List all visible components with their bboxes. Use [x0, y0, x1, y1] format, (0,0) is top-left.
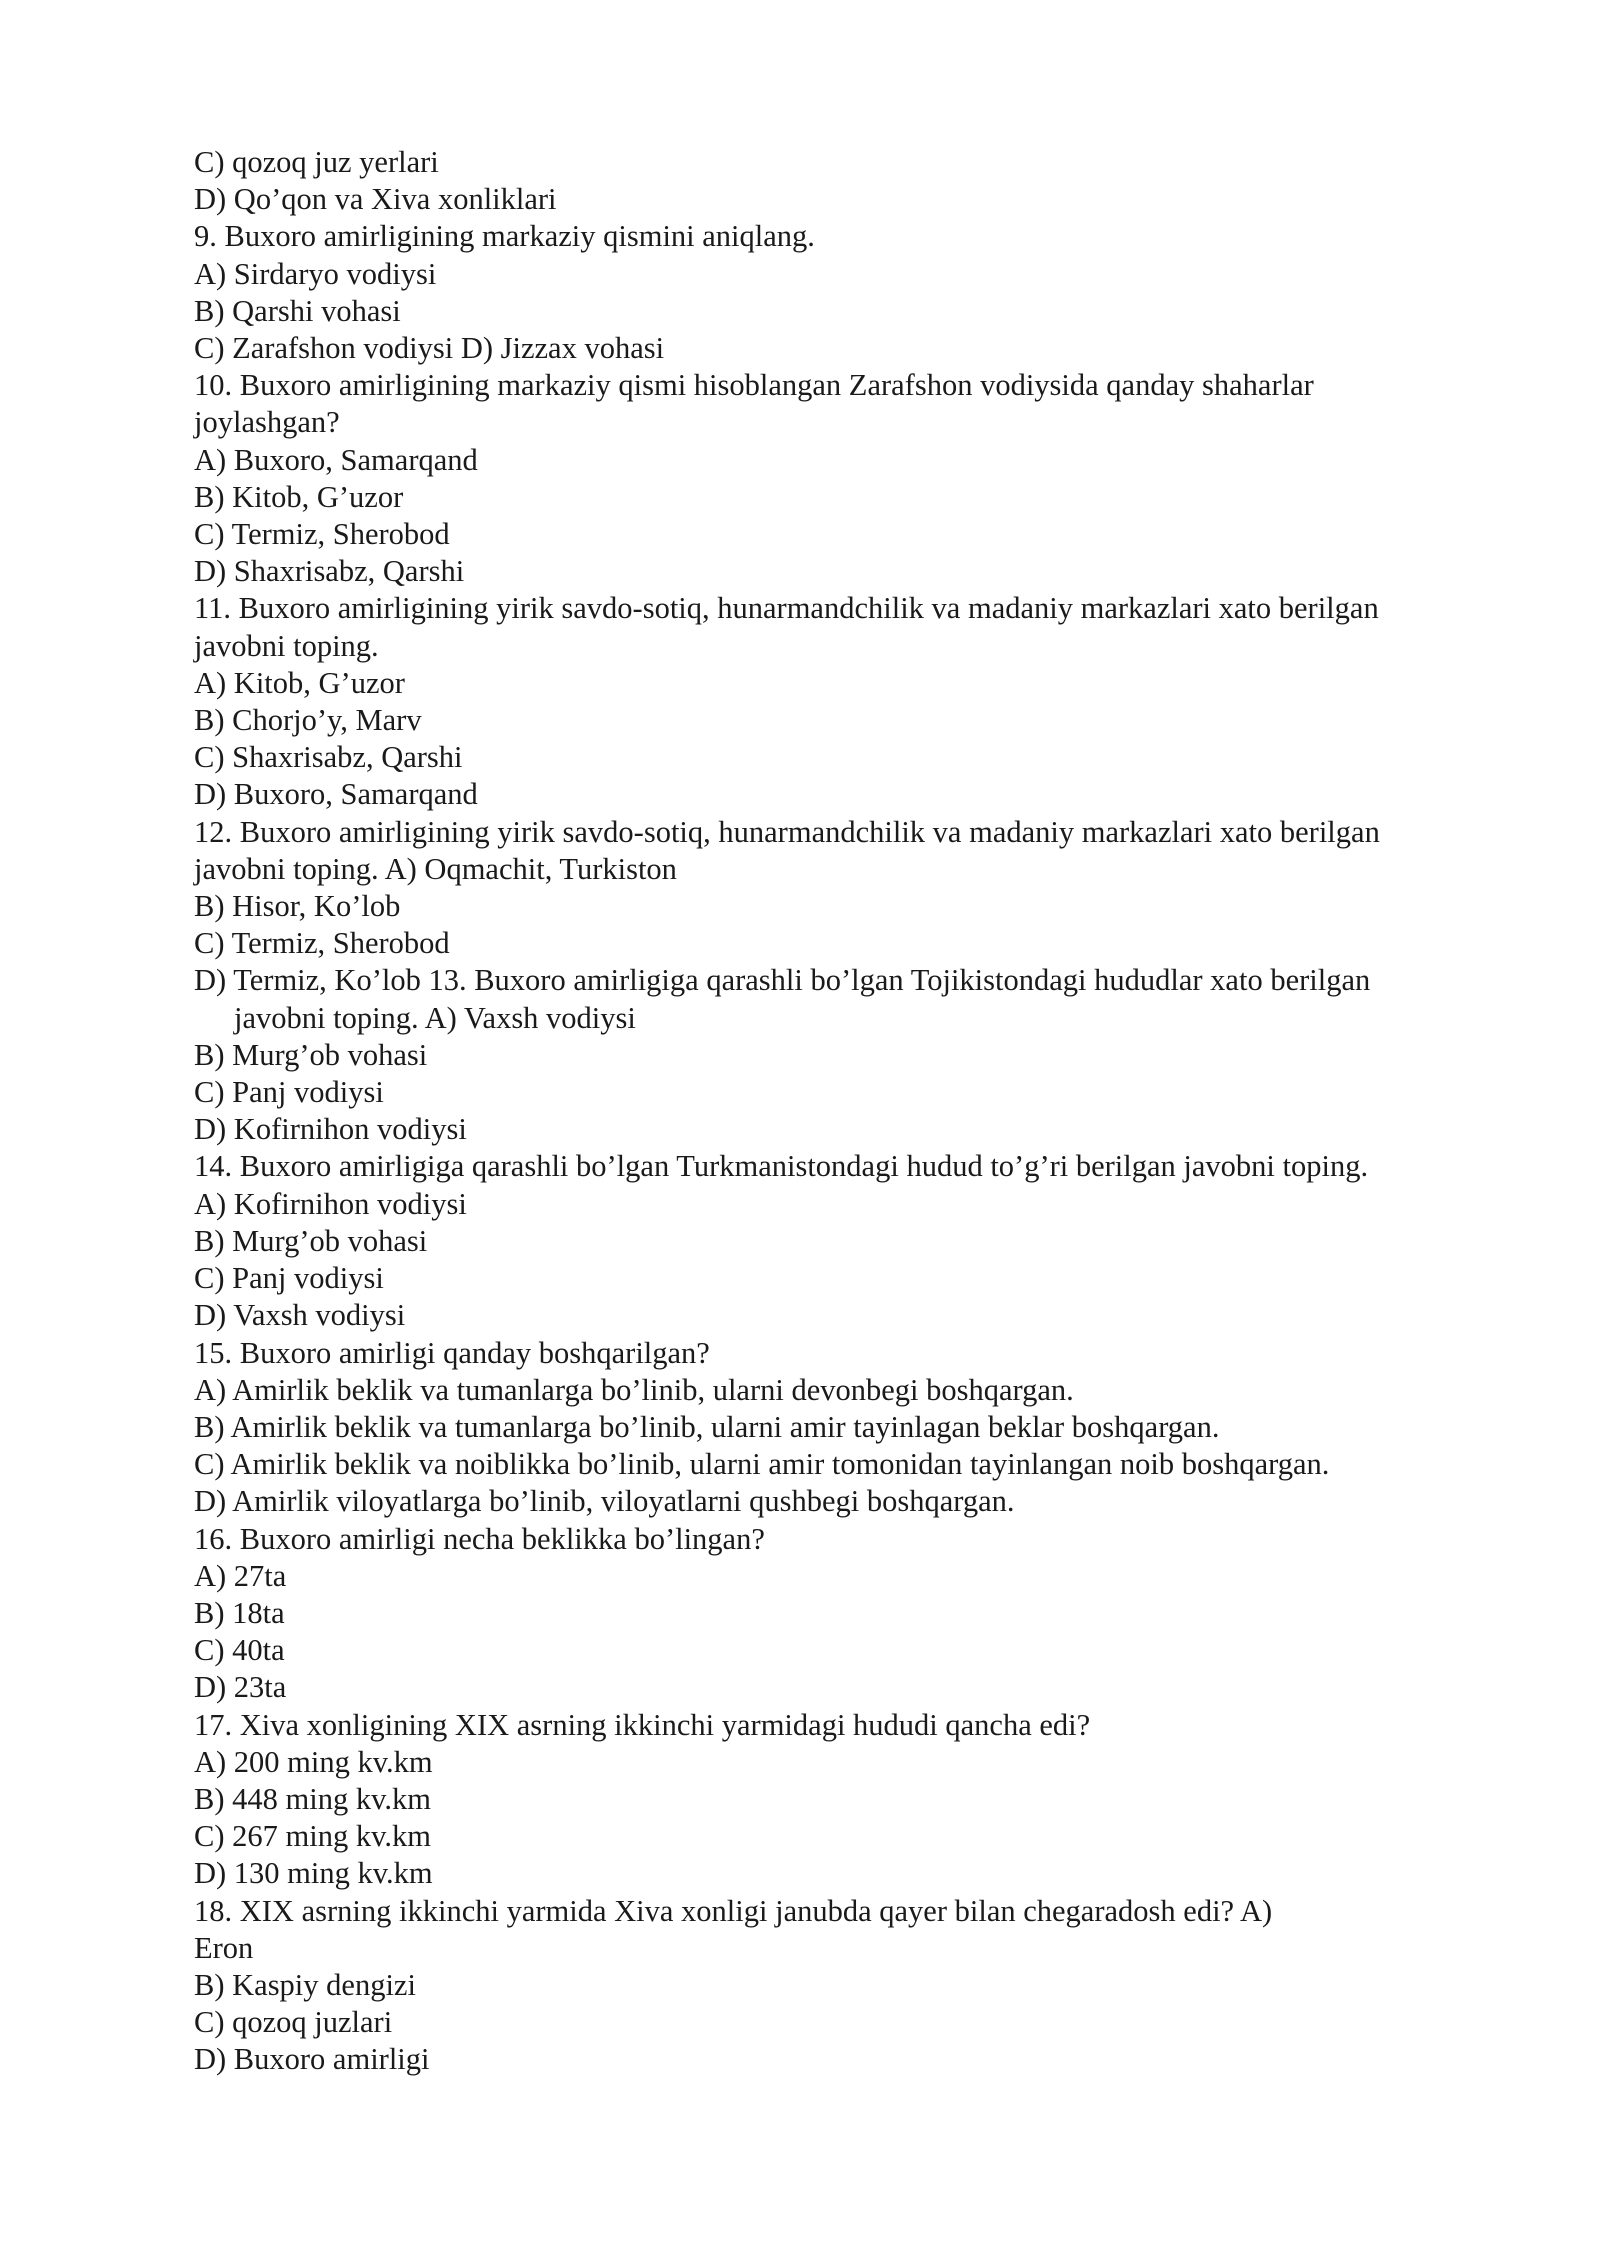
- text-line: A) Sirdaryo vodiysi: [194, 256, 437, 291]
- text-line: D) Buxoro amirligi: [194, 2042, 430, 2077]
- text-line: B) Kaspiy dengizi: [194, 1967, 416, 2002]
- text-line: D) Termiz, Ko’lob 13. Buxoro amirligiga qarashli bo’lgan Tojikistondagi hududlar xato berilgan: [194, 963, 1371, 998]
- text-line: B) Chorjo’y, Marv: [194, 703, 422, 738]
- text-line: A) Amirlik beklik va tumanlarga bo’linib, ularni devonbegi boshqargan.: [194, 1372, 1074, 1407]
- text-line: C) 267 ming kv.km: [194, 1819, 431, 1854]
- text-line: 18. XIX asrning ikkinchi yarmida Xiva xonligi janubda qayer bilan chegaradosh edi? A): [194, 1893, 1273, 1928]
- text-line: 16. Buxoro amirligi necha beklikka bo’lingan?: [194, 1521, 765, 1556]
- text-line: B) Murg’ob vohasi: [194, 1223, 428, 1258]
- text-line: A) Kitob, G’uzor: [194, 665, 405, 700]
- text-line: D) 23ta: [194, 1670, 287, 1705]
- text-line: B) Amirlik beklik va tumanlarga bo’linib, ularni amir tayinlagan beklar boshqargan.: [194, 1409, 1220, 1444]
- text-line: D) Amirlik viloyatlarga bo’linib, viloyatlarni qushbegi boshqargan.: [194, 1484, 1015, 1519]
- text-line: C) Amirlik beklik va noiblikka bo’linib, ularni amir tomonidan tayinlangan noib boshqargan.: [194, 1447, 1330, 1482]
- text-line: D) Qo’qon va Xiva xonliklari: [194, 182, 557, 217]
- text-line: 12. Buxoro amirligining yirik savdo-sotiq, hunarmandchilik va madaniy markazlari xato berilgan: [194, 814, 1380, 849]
- text-line: D) Kofirnihon vodiysi: [194, 1112, 467, 1147]
- text-line: javobni toping. A) Oqmachit, Turkiston: [194, 851, 677, 886]
- text-line: A) 200 ming kv.km: [194, 1744, 433, 1779]
- text-line: D) Buxoro, Samarqand: [194, 777, 478, 812]
- text-line: B) Hisor, Ko’lob: [194, 889, 401, 924]
- text-line: joylashgan?: [194, 405, 340, 440]
- text-line: B) Kitob, G’uzor: [194, 479, 404, 514]
- text-line: D) 130 ming kv.km: [194, 1856, 433, 1891]
- text-line: D) Shaxrisabz, Qarshi: [194, 554, 465, 589]
- text-line: B) 18ta: [194, 1595, 285, 1630]
- text-line: C) Termiz, Sherobod: [194, 926, 450, 961]
- text-line: B) 448 ming kv.km: [194, 1781, 431, 1816]
- text-line: Eron: [194, 1930, 254, 1965]
- text-line: D) Vaxsh vodiysi: [194, 1298, 406, 1333]
- text-line: C) Panj vodiysi: [194, 1261, 384, 1296]
- text-line: 17. Xiva xonligining XIX asrning ikkinchi yarmidagi hududi qancha edi?: [194, 1707, 1091, 1742]
- text-line: 9. Buxoro amirligining markaziy qismini aniqlang.: [194, 219, 815, 254]
- text-line: A) Kofirnihon vodiysi: [194, 1186, 467, 1221]
- text-line: 10. Buxoro amirligining markaziy qismi hisoblangan Zarafshon vodiysida qanday shaharlar: [194, 368, 1314, 403]
- text-line: C) 40ta: [194, 1633, 285, 1668]
- text-line: A) 27ta: [194, 1558, 287, 1593]
- text-line: C) qozoq juzlari: [194, 2005, 393, 2040]
- document-text: [194, 144, 1494, 2079]
- text-line: C) qozoq juz yerlari: [194, 145, 439, 179]
- text-line: 14. Buxoro amirligiga qarashli bo’lgan Turkmanistondagi hudud to’g’ri berilgan javobni toping.: [194, 1149, 1369, 1184]
- text-line: javobni toping. A) Vaxsh vodiysi: [234, 1000, 636, 1035]
- text-line: B) Qarshi vohasi: [194, 293, 401, 328]
- text-line: C) Zarafshon vodiysi D) Jizzax vohasi: [194, 331, 665, 366]
- text-line: C) Panj vodiysi: [194, 1075, 384, 1110]
- text-line: 15. Buxoro amirligi qanday boshqarilgan?: [194, 1335, 710, 1370]
- text-line: A) Buxoro, Samarqand: [194, 442, 478, 477]
- text-line: B) Murg’ob vohasi: [194, 1037, 428, 1072]
- text-line: C) Termiz, Sherobod: [194, 517, 450, 552]
- text-line: 11. Buxoro amirligining yirik savdo-sotiq, hunarmandchilik va madaniy markazlari xato berilgan: [194, 591, 1379, 626]
- text-line: C) Shaxrisabz, Qarshi: [194, 740, 463, 775]
- text-line: javobni toping.: [194, 628, 379, 663]
